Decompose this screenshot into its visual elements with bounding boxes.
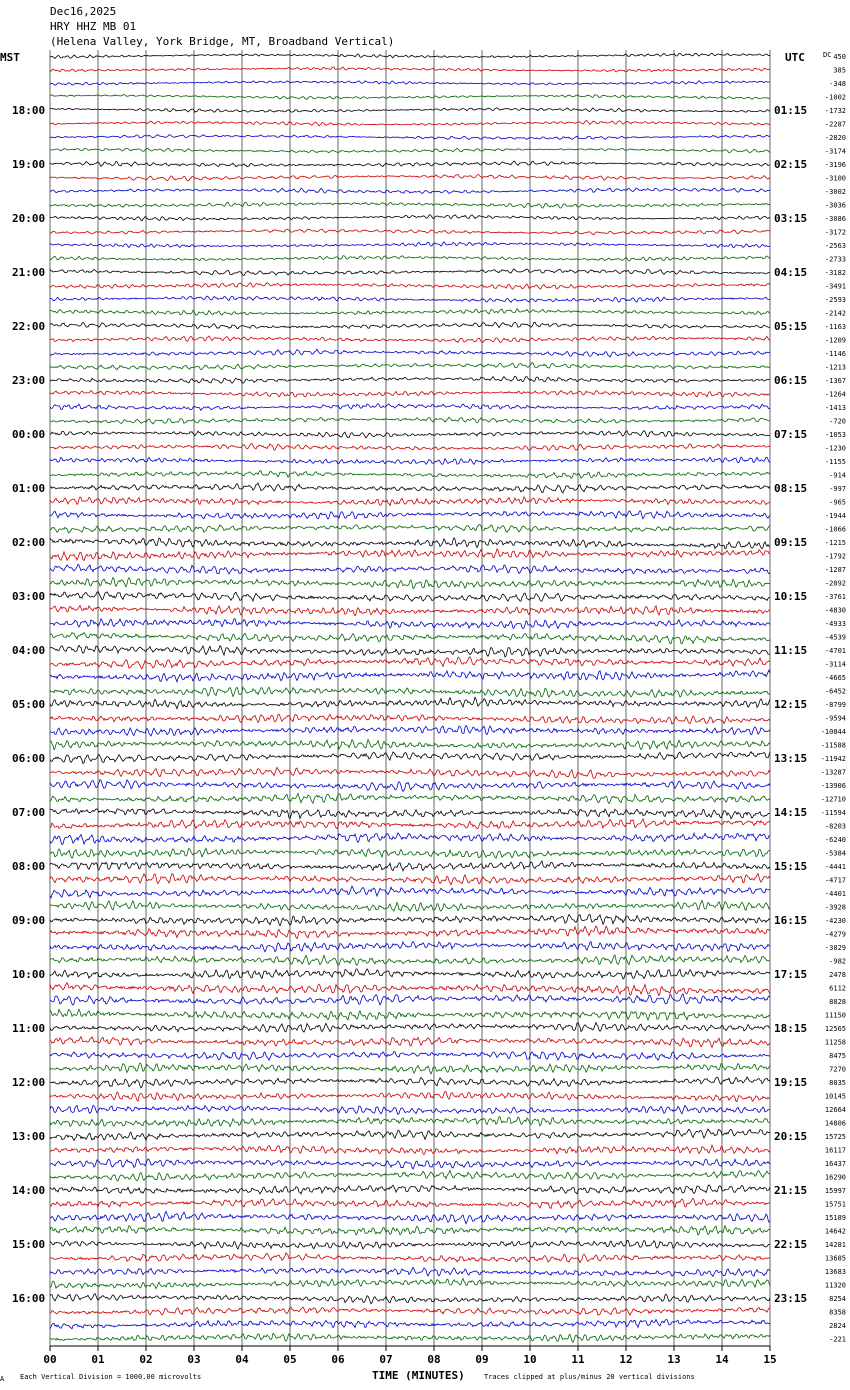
left-hour-label-1: 19:00 — [12, 158, 46, 171]
left-hour-label-2: 20:00 — [12, 212, 46, 225]
dc-offset-75: 7270 — [829, 1065, 846, 1074]
right-hour-label-0: 01:15 — [774, 104, 808, 117]
dc-offset-20: -1163 — [824, 323, 846, 331]
left-hour-label-13: 07:00 — [12, 806, 46, 819]
right-hour-label-21: 22:15 — [774, 1238, 808, 1251]
dc-offset-45: -3114 — [824, 660, 846, 669]
dc-offset-40: -3761 — [824, 593, 846, 601]
dc-offset-11: -3036 — [824, 201, 846, 210]
left-hour-label-6: 00:00 — [12, 428, 46, 441]
dc-offset-7: -3174 — [824, 147, 846, 156]
right-hour-label-13: 14:15 — [774, 806, 808, 819]
dc-offset-83: 16290 — [824, 1173, 846, 1182]
left-hour-label-4: 22:00 — [12, 320, 46, 333]
dc-offset-65: -4279 — [824, 930, 846, 939]
dc-offset-50: -10844 — [820, 728, 846, 736]
left-hour-label-9: 03:00 — [12, 590, 46, 603]
dc-offset-47: -6452 — [824, 687, 846, 696]
right-hour-label-4: 05:15 — [774, 320, 808, 333]
left-hour-label-12: 06:00 — [12, 752, 46, 765]
right-hour-label-19: 20:15 — [774, 1130, 808, 1143]
footer-mark: A — [0, 1375, 5, 1383]
dc-offset-56: -11594 — [820, 809, 846, 817]
dc-offset-5: -2287 — [824, 120, 846, 129]
dc-offset-60: -4441 — [824, 863, 846, 871]
left-hour-label-14: 08:00 — [12, 860, 46, 873]
left-hour-label-5: 23:00 — [12, 374, 46, 387]
left-hour-label-10: 04:00 — [12, 644, 46, 657]
right-hour-label-2: 03:15 — [774, 212, 808, 225]
dc-offset-22: -1146 — [824, 350, 846, 358]
left-hour-label-17: 11:00 — [12, 1022, 46, 1035]
x-tick-label-4: 04 — [235, 1353, 249, 1366]
x-tick-label-6: 06 — [331, 1353, 345, 1366]
left-hour-label-22: 16:00 — [12, 1292, 46, 1305]
dc-offset-62: -4401 — [824, 890, 846, 898]
dc-offset-51: -11588 — [820, 741, 846, 750]
right-hour-label-14: 15:15 — [774, 860, 808, 873]
dc-offset-42: -4933 — [824, 620, 846, 628]
dc-offset-87: 14642 — [824, 1227, 846, 1236]
dc-offset-86: 15189 — [824, 1214, 846, 1222]
right-hour-label-1: 02:15 — [774, 158, 808, 171]
x-axis-label: TIME (MINUTES) — [372, 1369, 465, 1382]
dc-offset-32: -997 — [829, 485, 846, 493]
dc-offset-27: -720 — [829, 417, 846, 426]
dc-offset-63: -3928 — [824, 903, 846, 912]
x-tick-label-13: 13 — [667, 1353, 681, 1366]
x-tick-label-7: 07 — [379, 1353, 393, 1366]
right-hour-label-8: 09:15 — [774, 536, 808, 549]
left-hour-label-21: 15:00 — [12, 1238, 46, 1251]
left-hour-label-19: 13:00 — [12, 1130, 46, 1143]
station-label: HRY HHZ MB 01 — [50, 20, 137, 33]
left-hour-label-3: 21:00 — [12, 266, 46, 279]
dc-offset-54: -13906 — [820, 782, 846, 790]
right-hour-label-3: 04:15 — [774, 266, 808, 279]
dc-offset-16: -3182 — [824, 269, 846, 277]
x-tick-label-5: 05 — [283, 1353, 297, 1366]
dc-offset-25: -1264 — [824, 390, 846, 399]
x-tick-label-11: 11 — [571, 1353, 585, 1366]
dc-offset-57: -8203 — [824, 822, 846, 831]
dc-offset-81: 16117 — [824, 1146, 846, 1155]
dc-offset-0: 450 — [833, 53, 846, 61]
dc-offset-43: -4539 — [824, 633, 846, 642]
dc-offset-26: -1413 — [824, 404, 846, 412]
dc-offset-71: 11150 — [824, 1011, 846, 1020]
dc-offset-78: 12664 — [824, 1106, 846, 1114]
dc-offset-48: -8799 — [824, 701, 846, 709]
x-tick-label-8: 08 — [427, 1353, 441, 1366]
right-hour-label-6: 07:15 — [774, 428, 808, 441]
dc-offset-94: 2824 — [829, 1322, 846, 1330]
right-hour-label-15: 16:15 — [774, 914, 808, 927]
right-hour-label-7: 08:15 — [774, 482, 808, 495]
dc-offset-35: -1066 — [824, 525, 846, 534]
dc-offset-69: 6112 — [829, 984, 846, 993]
dc-offset-73: 11258 — [824, 1038, 846, 1047]
location-label: (Helena Valley, York Bridge, MT, Broadband Vertical) — [50, 35, 395, 48]
x-tick-label-2: 02 — [139, 1353, 153, 1366]
left-hour-label-18: 12:00 — [12, 1076, 46, 1089]
footer-right-note: Traces clipped at plus/minus 20 vertical divisions — [484, 1373, 695, 1381]
dc-offset-55: -12710 — [820, 795, 846, 804]
dc-offset-24: -1367 — [824, 377, 846, 385]
x-tick-label-15: 15 — [763, 1353, 777, 1366]
dc-offset-58: -6240 — [824, 836, 846, 844]
right-hour-label-11: 12:15 — [774, 698, 808, 711]
dc-offset-3: -1002 — [824, 93, 846, 102]
dc-offset-23: -1213 — [824, 363, 846, 372]
dc-offset-90: 13683 — [824, 1268, 846, 1276]
dc-offset-19: -2142 — [824, 309, 846, 318]
dc-offset-46: -4665 — [824, 674, 846, 682]
x-tick-label-0: 00 — [43, 1353, 57, 1366]
x-tick-label-12: 12 — [619, 1353, 633, 1366]
dc-offset-84: 15997 — [824, 1187, 846, 1195]
dc-offset-92: 8254 — [829, 1295, 846, 1303]
dc-offset-18: -2593 — [824, 296, 846, 304]
left-hour-label-16: 10:00 — [12, 968, 46, 981]
dc-offset-49: -9594 — [824, 714, 846, 723]
dc-offset-95: -221 — [829, 1335, 846, 1344]
footer-left-note: Each Vertical Division = 1000.00 microvolts — [20, 1373, 202, 1381]
dc-offset-64: -4230 — [824, 917, 846, 925]
dc-offset-34: -1944 — [824, 512, 846, 520]
dc-offset-10: -3002 — [824, 188, 846, 196]
dc-offset-93: 8358 — [829, 1308, 846, 1317]
dc-offset-66: -3029 — [824, 944, 846, 952]
left-hour-label-8: 02:00 — [12, 536, 46, 549]
right-hour-label-22: 23:15 — [774, 1292, 808, 1305]
left-hour-label-0: 18:00 — [12, 104, 46, 117]
dc-offset-9: -3100 — [824, 174, 846, 183]
dc-offset-53: -13287 — [820, 768, 846, 777]
dc-offset-38: -1287 — [824, 566, 846, 574]
dc-offset-29: -1230 — [824, 444, 846, 453]
dc-offset-36: -1215 — [824, 539, 846, 547]
dc-offset-31: -914 — [829, 471, 846, 480]
dc-offset-39: -2092 — [824, 579, 846, 588]
right-hour-label-18: 19:15 — [774, 1076, 808, 1089]
dc-offset-1: 385 — [833, 66, 846, 75]
dc-offset-79: 14806 — [824, 1119, 846, 1128]
dc-offset-30: -1155 — [824, 458, 846, 466]
right-hour-label-5: 06:15 — [774, 374, 808, 387]
left-hour-label-20: 14:00 — [12, 1184, 46, 1197]
left-hour-label-11: 05:00 — [12, 698, 46, 711]
dc-offset-68: 2478 — [829, 971, 846, 979]
dc-offset-28: -1053 — [824, 431, 846, 439]
dc-offset-2: -348 — [829, 80, 846, 88]
right-hour-label-20: 21:15 — [774, 1184, 808, 1197]
x-tick-label-1: 01 — [91, 1353, 105, 1366]
dc-offset-85: 15751 — [824, 1200, 846, 1209]
left-hour-label-7: 01:00 — [12, 482, 46, 495]
dc-offset-76: 8035 — [829, 1079, 846, 1087]
x-tick-label-9: 09 — [475, 1353, 489, 1366]
x-tick-label-14: 14 — [715, 1353, 729, 1366]
dc-offset-6: -2820 — [824, 134, 846, 142]
dc-offset-91: 11320 — [824, 1281, 846, 1290]
dc-offset-12: -3086 — [824, 215, 846, 223]
dc-offset-17: -3491 — [824, 282, 846, 291]
left-timezone-label: MST — [0, 51, 20, 64]
dc-offset-88: 14281 — [824, 1241, 846, 1249]
dc-label: DC — [823, 51, 832, 59]
dc-offset-82: 16437 — [824, 1160, 846, 1168]
dc-offset-70: 8828 — [829, 998, 846, 1006]
right-timezone-label: UTC — [785, 51, 805, 64]
dc-offset-33: -965 — [829, 498, 846, 507]
dc-offset-72: 12565 — [824, 1025, 846, 1033]
dc-offset-21: -1209 — [824, 336, 846, 345]
chart-title: Dec16,2025 — [50, 5, 117, 18]
x-tick-label-10: 10 — [523, 1353, 537, 1366]
right-hour-label-12: 13:15 — [774, 752, 808, 765]
dc-offset-77: 10145 — [824, 1092, 846, 1101]
dc-offset-74: 8475 — [829, 1052, 846, 1060]
dc-offset-52: -11942 — [820, 755, 846, 763]
dc-offset-8: -3196 — [824, 161, 846, 169]
dc-offset-41: -4830 — [824, 606, 846, 615]
dc-offset-15: -2733 — [824, 255, 846, 264]
left-hour-label-15: 09:00 — [12, 914, 46, 927]
dc-offset-89: 13685 — [824, 1254, 846, 1263]
dc-offset-14: -2563 — [824, 242, 846, 250]
right-hour-label-10: 11:15 — [774, 644, 808, 657]
dc-offset-80: 15725 — [824, 1133, 846, 1141]
dc-offset-44: -4701 — [824, 647, 846, 655]
dc-offset-13: -3172 — [824, 228, 846, 237]
right-hour-label-17: 18:15 — [774, 1022, 808, 1035]
dc-offset-4: -1732 — [824, 107, 846, 115]
right-hour-label-9: 10:15 — [774, 590, 808, 603]
right-hour-label-16: 17:15 — [774, 968, 808, 981]
dc-offset-61: -4717 — [824, 876, 846, 885]
x-tick-label-3: 03 — [187, 1353, 201, 1366]
dc-offset-59: -5384 — [824, 849, 846, 858]
dc-offset-37: -1792 — [824, 552, 846, 561]
dc-offset-67: -982 — [829, 957, 846, 966]
